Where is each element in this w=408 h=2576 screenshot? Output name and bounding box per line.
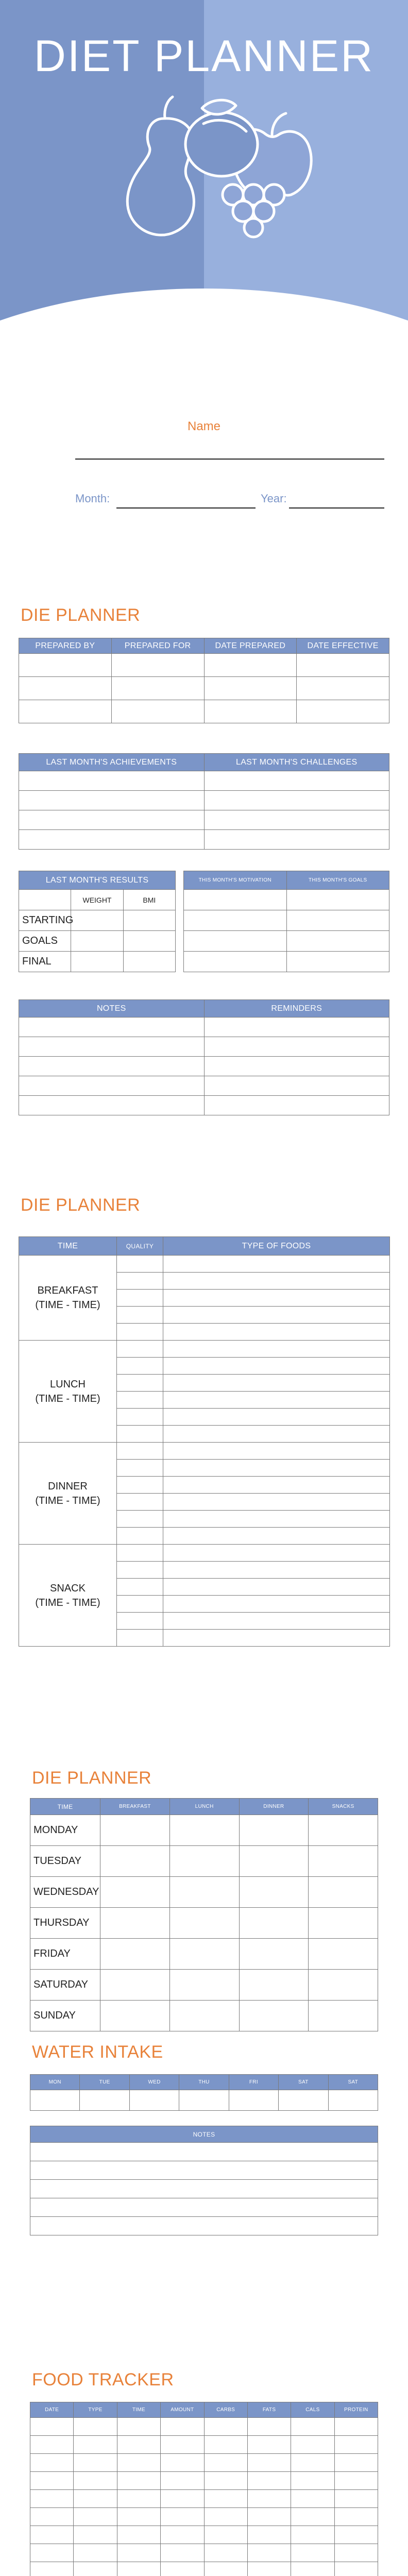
final-label: FINAL [19,952,71,972]
table-cell[interactable] [117,2526,160,2544]
weekly-table [30,1798,378,2031]
results-header: LAST MONTH'S RESULTS [19,871,176,890]
tracker-table [30,2402,378,2576]
name-label: Name [187,419,221,433]
reminders-header: REMINDERS [204,1000,389,1018]
cover-title: DIET PLANNER [33,31,375,81]
table-cell[interactable] [74,2526,117,2544]
table-cell[interactable] [291,2418,334,2436]
table-cell[interactable] [247,2526,291,2544]
day-wednesday: WEDNESDAY [30,1877,100,1908]
table-cell[interactable] [291,2490,334,2508]
quality-header: QUALITY [117,1237,163,1256]
results-table [19,871,176,972]
table-cell[interactable] [161,2562,204,2576]
cover-page [0,0,408,562]
table-cell[interactable] [117,2508,160,2526]
table-cell[interactable] [117,2490,160,2508]
table-cell[interactable] [161,2526,204,2544]
table-row [30,2508,378,2526]
water-tue: TUE [80,2075,129,2090]
tracker-rows [30,2418,378,2576]
table-cell[interactable] [247,2490,291,2508]
name-field[interactable] [75,459,384,460]
table-cell[interactable] [204,2436,247,2454]
water-sat: SAT [279,2075,328,2090]
table-cell[interactable] [334,2472,378,2490]
month-field[interactable] [116,507,256,509]
breakfast-cell: BREAKFAST (TIME - TIME) [19,1256,117,1341]
weekly-time-header: TIME [30,1799,100,1815]
table-row [30,2436,378,2454]
foods-header: TYPE OF FOODS [163,1237,390,1256]
table-cell[interactable] [334,2490,378,2508]
motivation-table [183,871,389,972]
achievements-header: LAST MONTH'S ACHIEVEMENTS [19,754,205,771]
tracker-protein-header: PROTEIN [334,2402,378,2418]
table-cell[interactable] [117,2454,160,2472]
table-cell[interactable] [204,2544,247,2562]
month-year-row [75,492,384,510]
table-cell[interactable] [30,2472,74,2490]
day-monday: MONDAY [30,1815,100,1846]
table-cell[interactable] [30,2454,74,2472]
water-table [30,2074,378,2111]
weekly-snacks-header: SNACKS [309,1799,378,1815]
weekly-notes-header: NOTES [30,2126,378,2143]
month-label: Month: [75,492,110,505]
plan-title: DIE PLANNER [21,605,141,625]
tracker-carbs-header: CARBS [204,2402,247,2418]
tracker-fats-header: FATS [247,2402,291,2418]
table-cell[interactable] [161,2454,204,2472]
weight-header: WEIGHT [71,890,123,910]
table-cell[interactable] [30,2526,74,2544]
table-cell[interactable] [247,2472,291,2490]
tracker-time-header: TIME [117,2402,160,2418]
snack-cell: SNACK (TIME - TIME) [19,1545,117,1647]
table-cell[interactable] [291,2508,334,2526]
table-cell[interactable] [334,2436,378,2454]
table-row [30,2562,378,2576]
date-effective-header: DATE EFFECTIVE [297,638,389,654]
table-cell[interactable] [74,2454,117,2472]
table-cell[interactable] [117,2562,160,2576]
water-thu: THU [179,2075,229,2090]
notes-reminders-table [19,999,389,1115]
water-mon: MON [30,2075,80,2090]
table-cell[interactable] [334,2544,378,2562]
fruit-illustration-icon [0,88,408,242]
water-sat-2: SAT [328,2075,378,2090]
table-cell[interactable] [247,2562,291,2576]
table-cell[interactable] [247,2436,291,2454]
day-tuesday: TUESDAY [30,1846,100,1877]
prepared-for-header: PREPARED FOR [111,638,204,654]
table-cell[interactable] [291,2436,334,2454]
table-cell[interactable] [334,2454,378,2472]
year-label: Year: [261,492,287,505]
table-cell[interactable] [30,2508,74,2526]
day-sunday: SUNDAY [30,2001,100,2031]
table-cell[interactable] [204,2490,247,2508]
table-cell[interactable] [334,2526,378,2544]
time-header: TIME [19,1237,117,1256]
lunch-cell: LUNCH (TIME - TIME) [19,1341,117,1443]
table-cell[interactable] [161,2508,204,2526]
table-cell[interactable] [204,2472,247,2490]
water-wed: WED [129,2075,179,2090]
starting-label: STARTING [19,910,71,931]
tracker-title: FOOD TRACKER [32,2370,174,2389]
table-cell[interactable] [161,2472,204,2490]
year-field[interactable] [289,507,384,509]
table-cell[interactable] [247,2454,291,2472]
meals-title: DIE PLANNER [21,1195,141,1215]
table-cell[interactable] [204,2526,247,2544]
bmi-header: BMI [123,890,175,910]
tracker-type-header: TYPE [74,2402,117,2418]
table-cell[interactable] [74,2418,117,2436]
table-cell[interactable] [161,2544,204,2562]
table-cell[interactable] [74,2508,117,2526]
weekly-notes-table [30,2126,378,2235]
table-cell[interactable] [74,2472,117,2490]
table-row [30,2544,378,2562]
table-cell[interactable] [247,2418,291,2436]
table-row [30,2490,378,2508]
table-cell[interactable] [291,2544,334,2562]
goals-label: GOALS [19,931,71,952]
table-cell[interactable] [334,2508,378,2526]
table-cell[interactable] [30,2490,74,2508]
table-cell[interactable] [161,2418,204,2436]
table-cell[interactable] [117,2418,160,2436]
table-cell[interactable] [247,2508,291,2526]
table-cell[interactable] [334,2562,378,2576]
weekly-dinner-header: DINNER [239,1799,309,1815]
table-cell[interactable] [204,2418,247,2436]
day-saturday: SATURDAY [30,1970,100,2001]
table-cell[interactable] [30,2544,74,2562]
table-cell[interactable] [204,2562,247,2576]
table-cell[interactable] [291,2472,334,2490]
table-cell[interactable] [117,2544,160,2562]
table-cell[interactable] [74,2562,117,2576]
prepared-by-header: PREPARED BY [19,638,112,654]
table-cell[interactable] [161,2490,204,2508]
table-cell[interactable] [30,2562,74,2576]
table-cell[interactable] [74,2544,117,2562]
day-friday: FRIDAY [30,1939,100,1970]
table-cell[interactable] [117,2472,160,2490]
table-cell[interactable] [30,2436,74,2454]
table-cell[interactable] [291,2454,334,2472]
table-cell[interactable] [161,2436,204,2454]
challenges-header: LAST MONTH'S CHALLENGES [204,754,389,771]
achievements-table [19,753,389,850]
table-cell[interactable] [334,2418,378,2436]
tracker-amount-header: AMOUNT [161,2402,204,2418]
water-title: WATER INTAKE [32,2042,163,2062]
prepared-table [19,638,389,723]
water-fri: FRI [229,2075,278,2090]
table-cell[interactable] [291,2562,334,2576]
motivation-header: THIS MONTH'S MOTIVATION [184,871,287,890]
table-row [30,2418,378,2436]
date-prepared-header: DATE PREPARED [204,638,297,654]
table-cell[interactable] [117,2436,160,2454]
table-cell[interactable] [74,2436,117,2454]
month-goals-header: THIS MONTH'S GOALS [286,871,389,890]
dinner-cell: DINNER (TIME - TIME) [19,1443,117,1545]
weekly-breakfast-header: BREAKFAST [100,1799,170,1815]
table-row [30,2472,378,2490]
table-cell[interactable] [204,2454,247,2472]
table-cell[interactable] [204,2508,247,2526]
table-cell[interactable] [247,2544,291,2562]
table-cell[interactable] [30,2418,74,2436]
weekly-title: DIE PLANNER [32,1768,152,1788]
notes-header: NOTES [19,1000,205,1018]
table-row [30,2526,378,2544]
table-row [30,2454,378,2472]
tracker-cals-header: CALS [291,2402,334,2418]
tracker-date-header: DATE [30,2402,74,2418]
meals-table [19,1236,390,1647]
day-thursday: THURSDAY [30,1908,100,1939]
weekly-lunch-header: LUNCH [169,1799,239,1815]
table-cell[interactable] [291,2526,334,2544]
table-cell[interactable] [74,2490,117,2508]
